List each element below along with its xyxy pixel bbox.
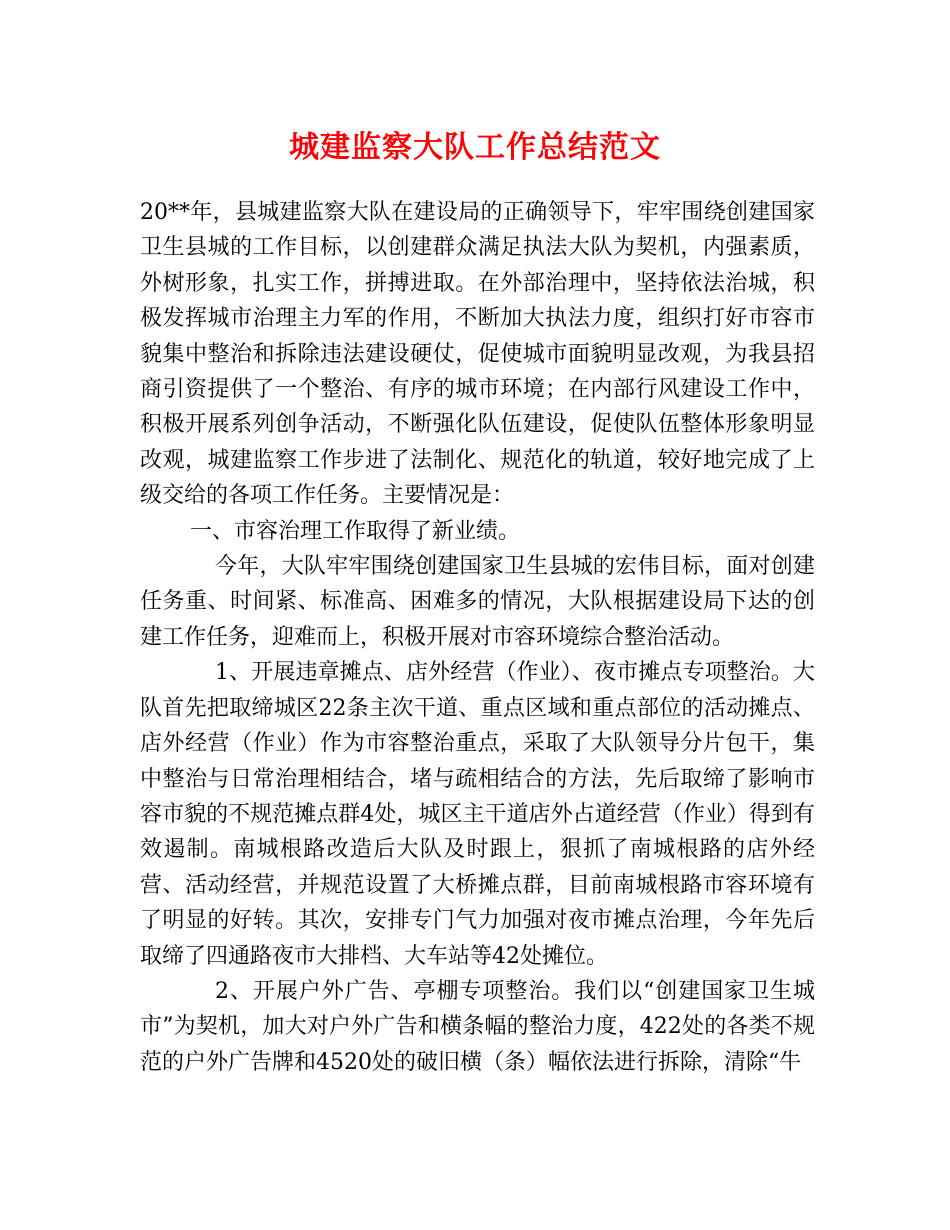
paragraph-section-1-intro: 今年，大队牢牢围绕创建国家卫生县城的宏伟目标，面对创建任务重、时间紧、标准高、困难多的情况，大队根据建设局下达的创建工作任务，迎难而上，积极开展对市容环境综合整治活动。 [140, 554, 815, 650]
paragraph-item-1: 1、开展违章摊点、店外经营（作业）、夜市摊点专项整治。大队首先把取缔城区22条主次干道、重点区域和重点部位的活动摊点、店外经营（作业）作为市容整治重点，采取了大队领导分片包干，集中整治与日常治理相结合，堵与疏相结合的方法，先后取缔了影响市容市貌的不规范摊点群4处，城区主干道店外占道经营（作业）得到有效遏制。南城根路改造后大队及时跟上，狠抓了南城根路的店外经营、活动经营，并规范设置了大桥摊点群，目前南城根路市容环境有了明显的好转。其次，安排专门气力加强对夜市摊点治理，今年先后取缔了四通路夜市大排档、大车站等42处摊位。 [140, 660, 815, 969]
document-title: 城建监察大队工作总结范文 [289, 130, 661, 165]
paragraph-intro: 20**年，县城建监察大队在建设局的正确领导下，牢牢围绕创建国家卫生县城的工作目标，以创建群众满足执法大队为契机，内强素质，外树形象，扎实工作，拼搏进取。在外部治理中，坚持依法治城，积极发挥城市治理主力军的作用，不断加大执法力度，组织打好市容市貌集中整治和拆除违法建设硬仗，促使城市面貌明显改观，为我县招商引资提供了一个整治、有序的城市环境；在内部行风建设工作中，积极开展系列创争活动，不断强化队伍建设，促使队伍整体形象明显改观，城建监察工作步进了法制化、规范化的轨道，较好地完成了上级交给的各项工作任务。主要情况是： [140, 200, 815, 509]
document-body [140, 195, 815, 1080]
section-heading-1: 一、市容治理工作取得了新业绩。 [190, 518, 521, 544]
paragraph-item-2: 2、开展户外广告、亭棚专项整治。我们以“创建国家卫生城市”为契机，加大对户外广告和横条幅的整治力度，422处的各类不规范的户外广告牌和4520处的破旧横（条）幅依法进行拆除，清除“牛 [140, 978, 815, 1075]
